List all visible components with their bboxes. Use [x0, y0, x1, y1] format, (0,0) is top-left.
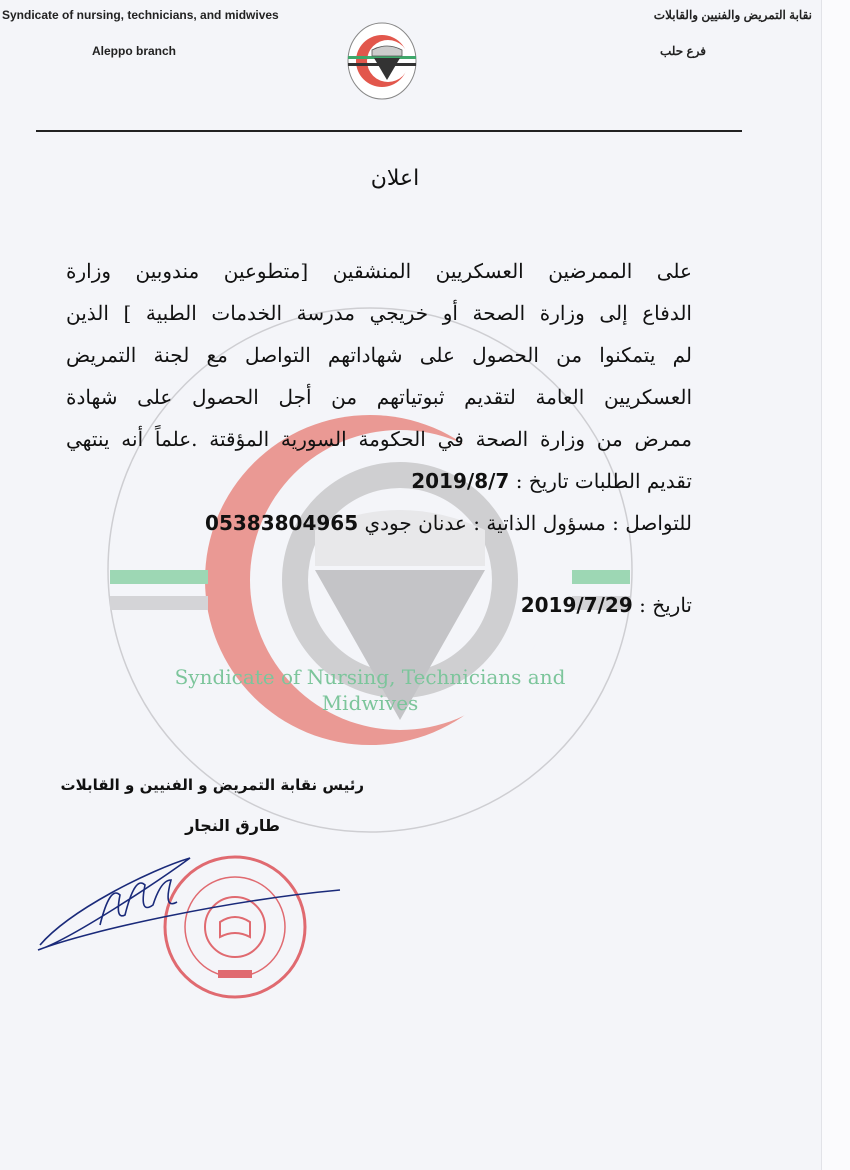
contact-label: للتواصل : مسؤول الذاتية : عدنان جودي — [364, 511, 692, 535]
page-edge — [821, 0, 850, 1170]
deadline-label: تقديم الطلبات تاريخ : — [515, 469, 692, 493]
date-label: تاريخ : — [639, 593, 692, 617]
document-date: 2019/7/29 — [520, 593, 633, 617]
body-line: ممرض من وزارة الصحة في الحكومة السورية المؤقتة .علماً أنه ينتهي — [66, 427, 692, 451]
body-line: الدفاع إلى وزارة الصحة أو خريجي مدرسة الخدمات الطبية ] الذين — [66, 301, 692, 325]
contact-phone: 05383804965 — [205, 511, 359, 535]
org-name-en: Syndicate of nursing, technicians, and midwives — [2, 8, 279, 22]
deadline-date: 2019/8/7 — [411, 469, 510, 493]
watermark-text: Syndicate of Nursing, Technicians and Midwives — [174, 665, 566, 715]
contact-line — [66, 502, 692, 544]
header-divider — [36, 130, 742, 132]
handwritten-signature — [30, 850, 350, 960]
body-line: العسكريين العامة لتقديم ثبوتياتهم من أجل الحصول على شهادة — [66, 385, 692, 409]
signatory-role: رئيس نقابة التمريض و الفنيين و القابلات — [60, 776, 364, 794]
date-line — [66, 584, 692, 626]
document-title: اعلان — [370, 166, 420, 191]
body-line: لم يتمكنوا من الحصول على شهاداتهم التواصل مع لجنة التمريض — [66, 343, 692, 367]
deadline-line — [66, 460, 692, 502]
logo — [342, 20, 422, 102]
org-name-ar: نقابة التمريض والفنيين والقابلات — [653, 8, 812, 22]
branch-ar: فرع حلب — [659, 44, 706, 58]
announcement-body — [66, 250, 692, 626]
body-line: على الممرضين العسكريين المنشقين [متطوعين مندوبين وزارة — [66, 259, 692, 283]
branch-en: Aleppo branch — [92, 44, 177, 58]
signatory-name: طارق النجار — [185, 816, 280, 835]
